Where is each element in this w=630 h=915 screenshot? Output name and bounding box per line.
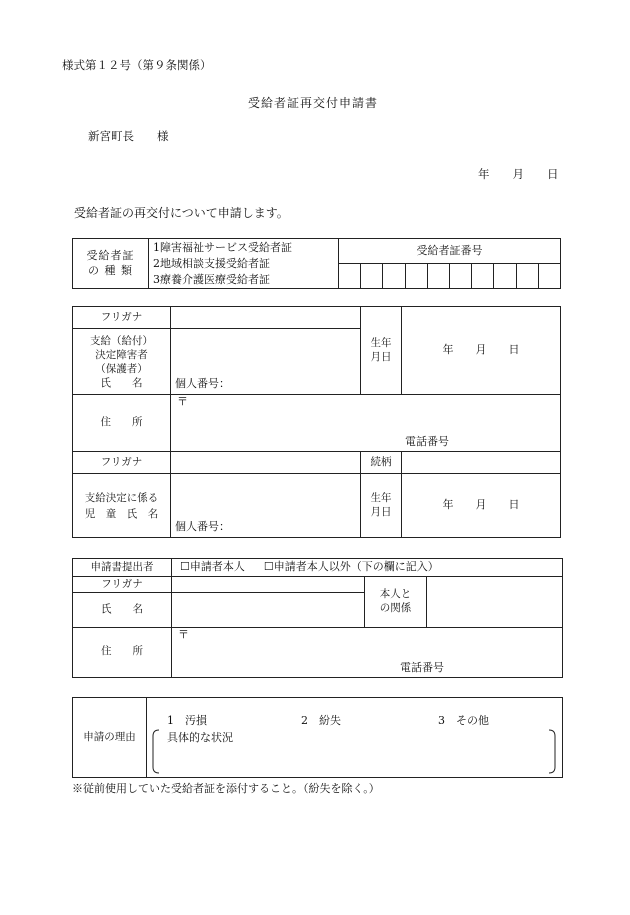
recipient-name-field[interactable] — [171, 329, 361, 395]
submitter-postal-mark: 〒 — [178, 627, 189, 641]
child-relation-field[interactable] — [402, 452, 561, 474]
reason-option-soiled[interactable]: 1 汚損 — [167, 714, 207, 727]
submitter-relation-field[interactable] — [427, 577, 563, 627]
recipient-postal-mark: 〒 — [177, 395, 188, 408]
reason-option-other[interactable]: 3 その他 — [438, 714, 489, 727]
submitter-address-label: 住 所 — [73, 627, 172, 677]
cert-option-3[interactable]: 3療養介護医療受給者証 — [153, 272, 270, 286]
cert-type-label: 受給者証 の 種 類 — [73, 239, 149, 289]
cert-number-cells[interactable] — [339, 264, 561, 289]
child-name-field[interactable] — [171, 474, 361, 538]
child-birth-label: 生年 月日 — [361, 474, 402, 538]
cert-option-1[interactable]: 1障害福祉サービス受給者証 — [153, 240, 292, 254]
child-my-number-label: 個人番号： — [175, 519, 230, 533]
recipient-birth-date[interactable]: 年 月 日 — [402, 307, 561, 395]
recipient-birth-label: 生年 月日 — [361, 307, 402, 395]
page-title: 受給者証再交付申請書 — [248, 96, 379, 110]
recipient-furigana-field[interactable] — [171, 307, 361, 329]
submitter-furigana-field[interactable] — [172, 577, 365, 593]
child-birth-date[interactable]: 年 月 日 — [402, 474, 561, 538]
submitter-address-field[interactable] — [172, 627, 563, 677]
recipient-table — [72, 306, 561, 538]
recipient-address-field[interactable] — [171, 395, 561, 452]
recipient-my-number-label: 個人番号： — [175, 376, 230, 390]
form-number: 様式第１２号（第９条関係） — [62, 58, 212, 72]
submitter-table — [72, 558, 563, 678]
recipient-furigana-label: フリガナ — [73, 307, 171, 329]
submitter-options — [172, 559, 563, 577]
recipient-address-label: 住 所 — [73, 395, 171, 452]
submitter-furigana-label: フリガナ — [73, 577, 172, 593]
recipient-phone-label: 電話番号 — [405, 434, 449, 448]
submitter-self-checkbox[interactable]: ☐申請者本人 — [180, 560, 245, 574]
application-date: 年 月 日 — [478, 167, 559, 181]
submitter-name-label: 氏 名 — [73, 593, 172, 627]
child-furigana-label: フリガナ — [73, 452, 171, 474]
reason-detail-label[interactable]: 具体的な状況 — [167, 731, 233, 744]
cert-option-2[interactable]: 2地域相談支援受給者証 — [153, 256, 270, 270]
submitter-other-checkbox[interactable]: ☐申請者本人以外（下の欄に記入） — [263, 560, 439, 574]
recipient-name-label: 支給（給付） 決定障害者 （保護者） 氏 名 — [73, 329, 171, 395]
cert-number-label: 受給者証番号 — [339, 239, 561, 264]
cert-type-table — [72, 238, 561, 289]
intro-text: 受給者証の再交付について申請します。 — [74, 206, 289, 220]
child-name-label: 支給決定に係る 児 童 氏 名 — [73, 474, 171, 538]
reason-field — [147, 698, 563, 778]
submitter-phone-label: 電話番号 — [400, 660, 444, 674]
child-relation-label: 続柄 — [361, 452, 402, 474]
cert-type-options — [149, 239, 339, 289]
reason-option-lost[interactable]: 2 紛失 — [301, 714, 341, 727]
addressee: 新宮町長 様 — [88, 129, 169, 143]
footnote: ※従前使用していた受給者証を添付すること。（紛失を除く。） — [72, 782, 380, 795]
child-furigana-field[interactable] — [171, 452, 361, 474]
submitter-relation-label: 本人と の関係 — [365, 577, 427, 627]
reason-label: 申請の理由 — [73, 698, 147, 778]
reason-table — [72, 697, 563, 778]
submitter-name-field[interactable] — [172, 593, 365, 627]
submitter-label: 申請書提出者 — [73, 559, 172, 577]
